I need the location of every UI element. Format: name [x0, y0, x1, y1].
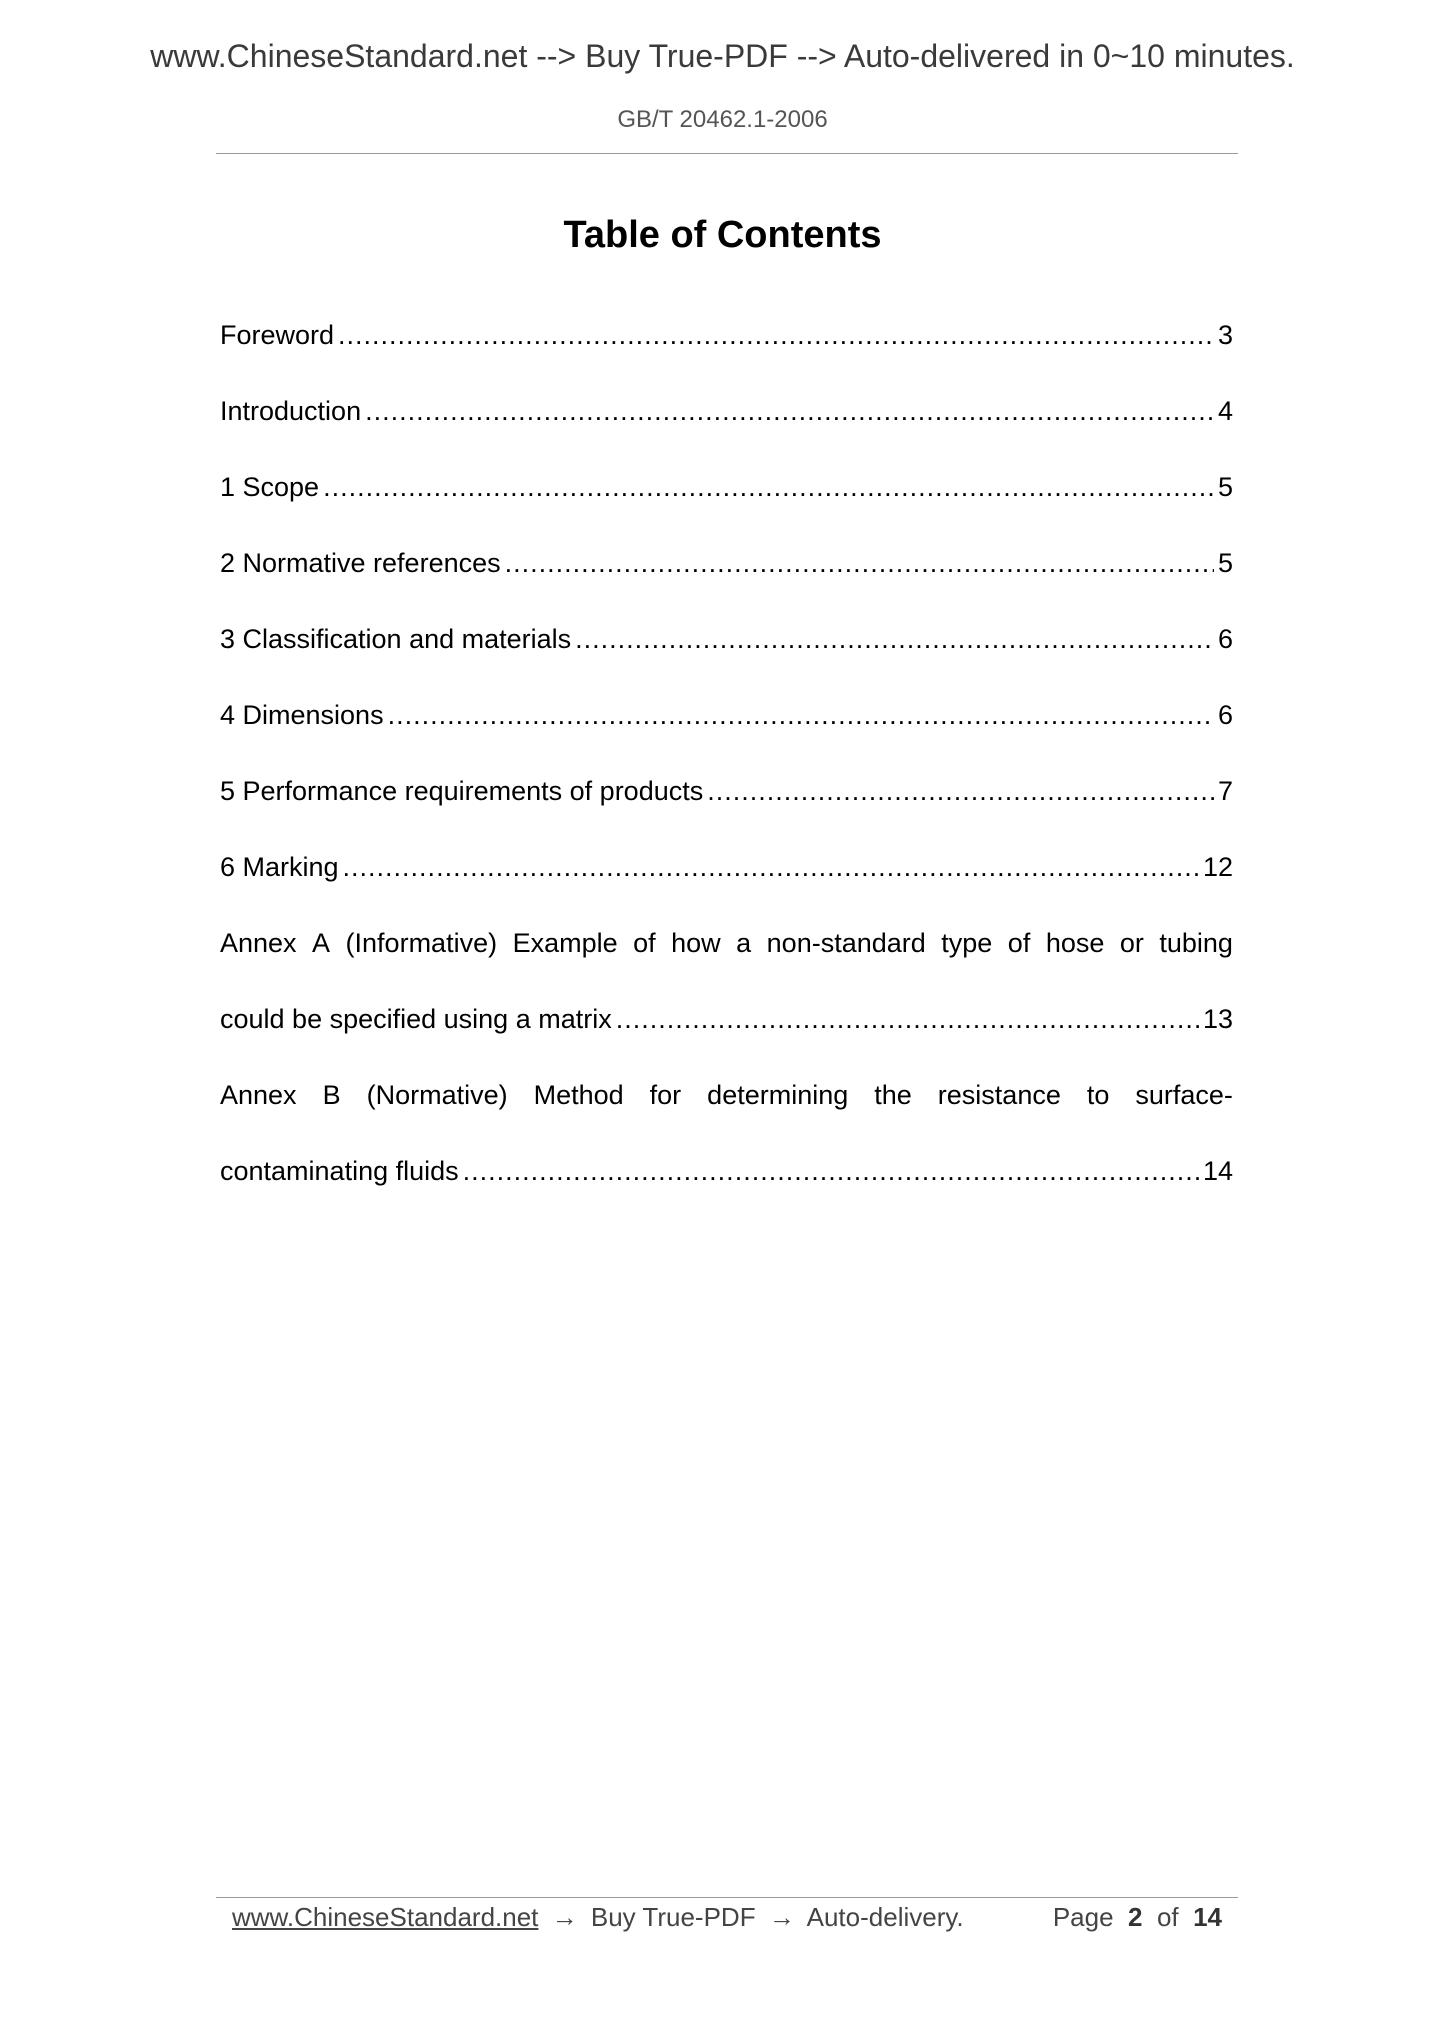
- word: (Normative): [366, 1080, 508, 1110]
- word: type: [941, 928, 993, 958]
- word: (Informative): [345, 928, 498, 958]
- toc-entry-introduction[interactable]: [220, 386, 1233, 462]
- word: of: [1007, 928, 1031, 958]
- toc-entry-page: 5: [1217, 472, 1233, 502]
- annex-a-line-1: [220, 918, 1233, 994]
- page-word: Page: [1052, 1902, 1114, 1932]
- page-footer: [232, 1902, 1222, 1933]
- dot-leader: [707, 766, 1214, 816]
- toc-entry-label: 5 Performance requirements of products: [220, 776, 704, 806]
- word: hose: [1045, 928, 1105, 958]
- word: resistance: [937, 1080, 1061, 1110]
- dot-leader: [575, 614, 1214, 664]
- word: tubing: [1159, 928, 1233, 958]
- word: the: [874, 1080, 912, 1110]
- toc-entry-normative-references[interactable]: [220, 538, 1233, 614]
- toc-entry-label: Introduction: [220, 396, 362, 426]
- toc-entry-page: 12: [1202, 852, 1233, 882]
- annex-b-line-1: [220, 1070, 1233, 1146]
- word: Annex: [220, 1080, 297, 1110]
- toc-entry-page: 7: [1217, 776, 1233, 806]
- word: or: [1119, 928, 1144, 958]
- toc-entry-page: 4: [1217, 396, 1233, 426]
- toc-entry-label: contaminating fluids: [220, 1156, 459, 1186]
- toc-entry-foreword[interactable]: [220, 310, 1233, 386]
- toc-entry-label: 6 Marking: [220, 852, 339, 882]
- toc-entry-page: 13: [1202, 1004, 1233, 1034]
- dot-leader: [343, 842, 1199, 892]
- toc-entry-label: 2 Normative references: [220, 548, 501, 578]
- word: non-standard: [766, 928, 926, 958]
- word: of: [633, 928, 656, 958]
- word: B: [322, 1080, 341, 1110]
- page-number: [1053, 1902, 1222, 1933]
- toc-entry-performance[interactable]: [220, 766, 1233, 842]
- buy-text: Buy True-PDF: [590, 1902, 756, 1932]
- page-title: Table of Contents: [563, 214, 882, 256]
- page-total: 14: [1193, 1902, 1222, 1932]
- word: surface-: [1135, 1080, 1233, 1110]
- dot-leader: [338, 310, 1214, 360]
- toc-entry-label: could be specified using a matrix: [220, 1004, 612, 1034]
- site-link[interactable]: www.ChineseStandard.net: [232, 1902, 539, 1932]
- header-divider: [216, 153, 1238, 154]
- toc-entry-label: 1 Scope: [220, 472, 320, 502]
- toc-entry-label: Foreword: [220, 320, 335, 350]
- toc-entry-label: 4 Dimensions: [220, 700, 384, 730]
- table-of-contents: [220, 310, 1233, 1222]
- footer-promo: [232, 1902, 964, 1933]
- dot-leader: [463, 1146, 1199, 1196]
- toc-entry-annex-b[interactable]: [220, 1070, 1233, 1222]
- delivery-text: Auto-delivery.: [806, 1902, 964, 1932]
- word: determining: [707, 1080, 849, 1110]
- page-current: 2: [1128, 1902, 1143, 1932]
- toc-entry-page: 3: [1217, 320, 1233, 350]
- word: Method: [533, 1080, 624, 1110]
- toc-entry-dimensions[interactable]: [220, 690, 1233, 766]
- word: for: [649, 1080, 682, 1110]
- toc-entry-annex-a[interactable]: [220, 918, 1233, 1070]
- dot-leader: [505, 538, 1214, 588]
- toc-entry-page: 6: [1217, 624, 1233, 654]
- toc-entry-label: 3 Classification and materials: [220, 624, 572, 654]
- word: how: [671, 928, 721, 958]
- standard-code: GB/T 20462.1-2006: [617, 106, 828, 133]
- toc-entry-page: 5: [1217, 548, 1233, 578]
- toc-entry-classification[interactable]: [220, 614, 1233, 690]
- site-banner: www.ChineseStandard.net --> Buy True-PDF --> Auto-delivered in 0~10 minutes.: [150, 38, 1295, 74]
- dot-leader: [323, 462, 1214, 512]
- of-word: of: [1156, 1902, 1179, 1932]
- footer-divider: [216, 1897, 1238, 1898]
- word: to: [1086, 1080, 1110, 1110]
- toc-entry-marking[interactable]: [220, 842, 1233, 918]
- toc-entry-page: 6: [1217, 700, 1233, 730]
- dot-leader: [616, 994, 1199, 1044]
- toc-entry-page: 14: [1202, 1156, 1233, 1186]
- toc-entry-scope[interactable]: [220, 462, 1233, 538]
- dot-leader: [388, 690, 1214, 740]
- word: A: [312, 928, 331, 958]
- dot-leader: [365, 386, 1214, 436]
- word: Example: [512, 928, 618, 958]
- arrow-right-icon: →: [768, 1902, 795, 1932]
- arrow-right-icon: →: [551, 1902, 578, 1932]
- word: a: [736, 928, 752, 958]
- word: Annex: [220, 928, 297, 958]
